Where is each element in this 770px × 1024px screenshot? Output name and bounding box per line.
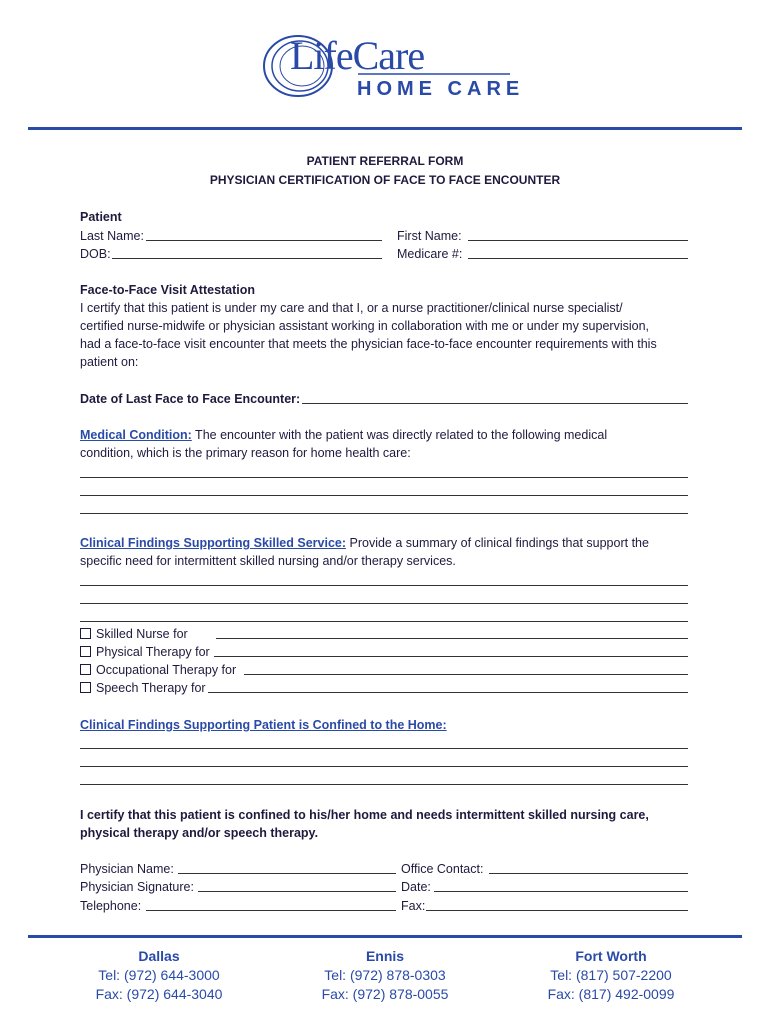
physical-therapy-checkbox[interactable] [80,646,91,657]
attestation-heading: Face-to-Face Visit Attestation [80,283,256,297]
first-name-field[interactable] [468,240,688,241]
telephone-label: Telephone: [80,899,142,913]
medical-condition-label: Medical Condition: [80,428,192,442]
clinical-findings-line2: specific need for intermittent skilled nursing and/or therapy services. [80,554,456,568]
dob-field[interactable] [112,258,382,259]
clinical-findings-label: Clinical Findings Supporting Skilled Service: [80,536,347,550]
skilled-nurse-field[interactable] [216,638,688,639]
medicare-field[interactable] [468,258,688,259]
fax-field[interactable] [426,910,688,911]
confined-home-field[interactable] [80,784,688,785]
form-subtitle: PHYSICIAN CERTIFICATION OF FACE TO FACE ENCOUNTER [209,173,561,187]
office-fax: Fax: (972) 644-3040 [95,986,223,1002]
certify-statement-line2: physical therapy and/or speech therapy. [80,826,319,840]
last-name-label: Last Name: [80,229,144,243]
office-name: Dallas [138,948,180,964]
office-fax: Fax: (817) 492-0099 [547,986,675,1002]
medical-condition-field[interactable] [80,513,688,514]
clinical-findings-line1: Clinical Findings Supporting Skilled Service: Provide a summary of clinical findings that support the [80,536,649,550]
office-name: Ennis [365,948,405,964]
speech-therapy-checkbox[interactable] [80,682,91,693]
physician-name-label: Physician Name: [80,862,174,876]
encounter-date-label: Date of Last Face to Face Encounter: [80,392,301,406]
physical-therapy-field[interactable] [214,656,688,657]
office-dallas [59,947,259,1004]
physician-signature-label: Physician Signature: [80,880,194,894]
attestation-line: had a face-to-face visit encounter that meets the physician face-to-face encounter requirements with this [80,337,657,351]
speech-therapy-option[interactable]: Speech Therapy for [80,679,206,697]
medical-condition-line1: Medical Condition: The encounter with the patient was directly related to the following medical [80,428,608,442]
attestation-line: I certify that this patient is under my care and that I, or a nurse practitioner/clinical nurse specialist/ [80,301,623,315]
skilled-nurse-checkbox[interactable] [80,628,91,639]
clinical-findings-field[interactable] [80,621,688,622]
attestation-line: certified nurse-midwife or physician assistant working in collaboration with me or under my supervision, [80,319,649,333]
date-field[interactable] [434,891,688,892]
date-label: Date: [401,880,431,894]
office-tel: Tel: (972) 878-0303 [324,967,446,983]
office-fort-worth [511,947,711,1004]
header-divider [28,127,742,130]
form-title: PATIENT REFERRAL FORM [306,154,464,168]
patient-heading: Patient [80,210,122,224]
office-tel: Tel: (817) 507-2200 [550,967,672,983]
occupational-therapy-option[interactable]: Occupational Therapy for [80,661,236,679]
confined-home-label: Clinical Findings Supporting Patient is Confined to the Home: [80,718,447,732]
office-name: Fort Worth [575,948,647,964]
attestation-line: patient on: [80,355,139,369]
medical-condition-field[interactable] [80,477,688,478]
clinical-findings-field[interactable] [80,585,688,586]
clinical-findings-field[interactable] [80,603,688,604]
skilled-nurse-option[interactable]: Skilled Nurse for [80,625,188,643]
medicare-label: Medicare #: [397,247,463,261]
first-name-label: First Name: [397,229,462,243]
fax-label: Fax: [401,899,426,913]
physician-name-field[interactable] [178,873,396,874]
office-ennis [285,947,485,1004]
logo-subtitle: HOME CARE [357,78,525,100]
last-name-field[interactable] [146,240,382,241]
medical-condition-line2: condition, which is the primary reason for home health care: [80,446,411,460]
office-fax: Fax: (972) 878-0055 [321,986,449,1002]
footer-divider [28,935,742,938]
speech-therapy-field[interactable] [208,692,688,693]
dob-label: DOB: [80,247,111,261]
occupational-therapy-field[interactable] [244,674,688,675]
confined-home-field[interactable] [80,748,688,749]
certify-statement-line1: I certify that this patient is confined to his/her home and needs intermittent skilled nursing care, [80,808,649,822]
logo-wordmark: LifeCare [290,33,425,78]
office-contact-label: Office Contact: [401,862,484,876]
office-tel: Tel: (972) 644-3000 [98,967,220,983]
occupational-therapy-checkbox[interactable] [80,664,91,675]
telephone-field[interactable] [146,910,396,911]
physical-therapy-option[interactable]: Physical Therapy for [80,643,210,661]
encounter-date-field[interactable] [302,403,688,404]
office-contact-field[interactable] [489,873,688,874]
physician-signature-field[interactable] [198,891,396,892]
confined-home-field[interactable] [80,766,688,767]
medical-condition-field[interactable] [80,495,688,496]
